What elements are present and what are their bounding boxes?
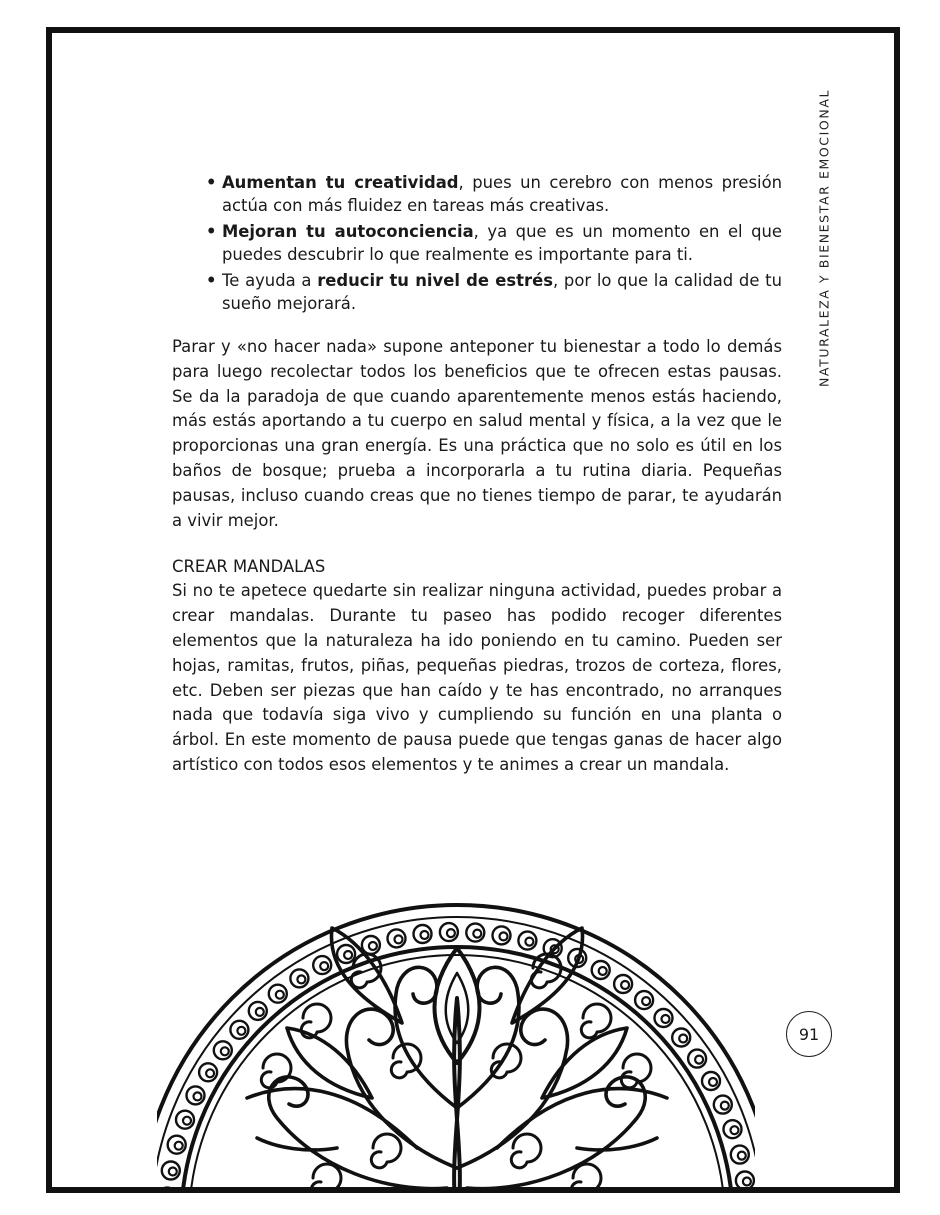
benefits-list [172, 171, 782, 315]
bullet-bold: Mejoran tu autoconciencia [222, 222, 474, 241]
running-header [814, 68, 834, 408]
list-item [208, 269, 782, 315]
section-heading: CREAR MANDALAS [172, 557, 326, 577]
body-paragraph: Parar y «no hacer nada» supone anteponer tu bienestar a todo lo demás para luego recolectar todos los beneficios que te ofrecen estas pausas. Se da la paradoja de que cuando aparentemente menos estás haciendo, más estás aportando a tu cuerpo en salud mental y física, a la vez que le proporcionas una gran energía. Es una práctica que no solo es útil en los baños de bosque; prueba a incorporarla a tu rutina diaria. Pequeñas pausas, incluso cuando creas que no tienes tiempo de parar, te ayudarán a vivir mejor. [172, 337, 782, 530]
list-item [208, 171, 782, 217]
bullet-text: , ya que es un momento en el que puedes descubrir lo que realmente es importante para ti. [222, 222, 782, 264]
book-page [46, 27, 900, 1193]
page-number-badge [786, 1011, 832, 1057]
bullet-prefix: Te ayuda a [222, 271, 318, 290]
page-content [172, 171, 782, 778]
body-paragraph: Si no te apetece quedarte sin realizar ninguna actividad, puedes probar a crear mandalas. Durante tu paseo has podido recoger diferentes elementos que la naturaleza ha ido poniendo en tu camino. Pueden ser hojas, ramitas, frutos, piñas, pequeñas piedras, trozos de corteza, flores, etc. Deben ser piezas que han caído y te has encontrado, no arranques nada que todavía siga vivo y cumpliendo su función en una planta o árbol. En este momento de pausa puede que tengas ganas de hacer algo artístico con todos esos elementos y te animes a crear un mandala. [172, 581, 782, 774]
bullet-bold: Aumentan tu creatividad [222, 173, 459, 192]
list-item [208, 220, 782, 266]
bullet-text: , por lo que la calidad de tu sueño mejorará. [222, 271, 782, 313]
bullet-text: , pues un cerebro con menos presión actúa con más fluidez en tareas más creativas. [222, 173, 782, 215]
page-number: 91 [798, 1024, 820, 1044]
running-header-text: NATURALEZA Y BIENESTAR EMOCIONAL [816, 88, 832, 388]
mandala-illustration [157, 848, 755, 1188]
bullet-bold: reducir tu nivel de estrés [317, 271, 553, 290]
